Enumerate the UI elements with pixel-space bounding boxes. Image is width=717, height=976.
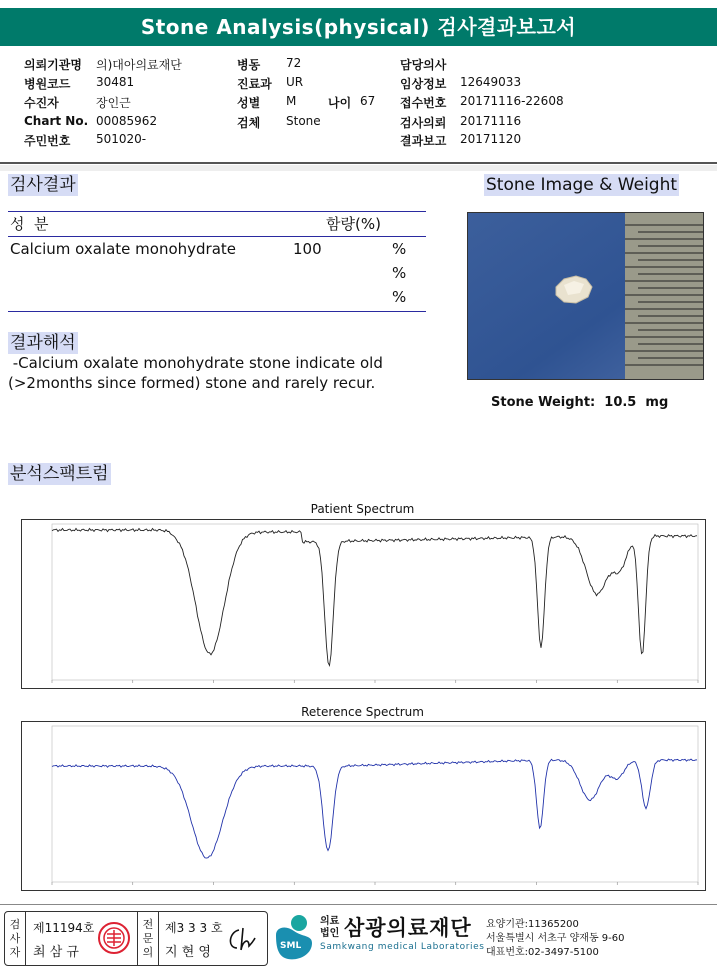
label-doctor: 담당의사: [400, 58, 447, 72]
label-chart-no: Chart No.: [24, 114, 89, 128]
label-requesting-org: 의뢰기관명: [24, 58, 82, 72]
value-result-report: 20171120: [460, 132, 522, 146]
report-title: Stone Analysis(physical) 검사결과보고서: [0, 8, 717, 46]
stone-photo: [467, 212, 704, 380]
value-ward: 72: [286, 56, 302, 70]
reference-spectrum-chart: [21, 721, 706, 891]
label-department: 진료과: [237, 77, 272, 91]
org-eng: Samkwang medical Laboratories: [320, 942, 485, 952]
header-divider-light: [0, 165, 717, 171]
label-clinical-info: 임상정보: [400, 77, 447, 91]
label-patient: 수진자: [24, 96, 59, 110]
value-receipt-no: 20171116-22608: [460, 94, 564, 108]
result-unit-3: %: [392, 288, 407, 306]
patient-spectrum-title: Patient Spectrum: [310, 502, 415, 516]
tester-no: 제11194호: [33, 921, 95, 935]
tester-name: 최 삼 규: [33, 945, 79, 960]
patient-spectrum-chart: [21, 519, 706, 689]
reference-spectrum-trace: [52, 759, 697, 858]
tester-label: 검사자: [9, 917, 21, 959]
value-department: UR: [286, 75, 304, 89]
value-clinical-info: 12649033: [460, 75, 522, 89]
org-code: 요양기관:11365200: [486, 919, 579, 930]
value-test-request: 20171116: [460, 114, 522, 128]
stone-weight: Stone Weight: 10.5 mg: [491, 395, 669, 410]
spectrum-heading: 분석스팩트럼: [10, 464, 109, 484]
header-divider: [0, 162, 717, 164]
sml-logo-icon: [272, 913, 314, 963]
label-hospital-code: 병원코드: [24, 77, 71, 91]
header-info: [0, 50, 717, 162]
value-age: 67: [360, 94, 376, 108]
stone-photo-image: [468, 213, 703, 379]
doctor-label-cell: [137, 912, 159, 965]
value-hospital-code: 30481: [96, 75, 135, 89]
interpretation-line-1: -Calcium oxalate monohydrate stone indicate old: [8, 354, 383, 372]
logo-text: SML: [280, 941, 302, 951]
signature-box: [4, 911, 268, 966]
patient-spectrum-axes: [52, 524, 698, 683]
label-ward: 병동: [237, 58, 261, 72]
value-chart-no: 00085962: [96, 114, 158, 128]
label-receipt-no: 접수번호: [400, 96, 447, 110]
interpretation-heading: 결과해석: [10, 333, 76, 353]
column-amount: 함량(%): [326, 215, 381, 233]
results-header-rule: [8, 236, 426, 237]
org-type: 의료법인: [320, 916, 340, 939]
results-heading: 검사결과: [10, 175, 76, 195]
result-amount-1: 100: [293, 240, 322, 258]
doctor-no: 제3 3 3 호: [165, 921, 223, 935]
label-specimen: 검체: [237, 116, 261, 130]
value-patient: 장인근: [96, 96, 131, 110]
value-requesting-org: 의)대아의료재단: [96, 58, 182, 72]
doctor-label: 전문의: [142, 917, 154, 959]
value-resident-no: 501020-: [96, 132, 147, 146]
results-bottom-rule: [8, 311, 426, 312]
value-specimen: Stone: [286, 114, 321, 128]
doctor-name: 지 현 영: [165, 945, 211, 960]
patient-spectrum-trace: [52, 528, 697, 665]
tester-label-cell: [5, 912, 26, 965]
results-top-rule: [8, 211, 426, 212]
footer-divider: [0, 904, 717, 905]
reference-spectrum-axes: [52, 726, 698, 885]
stone-heading: Stone Image & Weight: [486, 175, 678, 195]
label-age: 나이: [328, 96, 352, 110]
value-sex: M: [286, 94, 297, 108]
reference-spectrum-title: Reterence Spectrum: [301, 705, 424, 719]
result-unit-2: %: [392, 264, 407, 282]
org-phone: 대표번호:02-3497-5100: [486, 947, 599, 958]
doctor-signature: [223, 924, 263, 956]
label-result-report: 결과보고: [400, 134, 447, 148]
label-test-request: 검사의뢰: [400, 116, 447, 130]
result-unit-1: %: [392, 240, 407, 258]
tester-seal: [97, 921, 131, 955]
org-name: 삼광의료재단: [344, 916, 472, 940]
interpretation-line-2: (>2months since formed) stone and rarely recur.: [8, 374, 376, 392]
label-resident-no: 주민번호: [24, 134, 71, 148]
result-component-1: Calcium oxalate monohydrate: [10, 240, 237, 258]
org-address: 서울특별시 서초구 양재동 9-60: [486, 933, 625, 944]
column-component: 성 분: [10, 215, 49, 233]
label-sex: 성별: [237, 96, 261, 110]
